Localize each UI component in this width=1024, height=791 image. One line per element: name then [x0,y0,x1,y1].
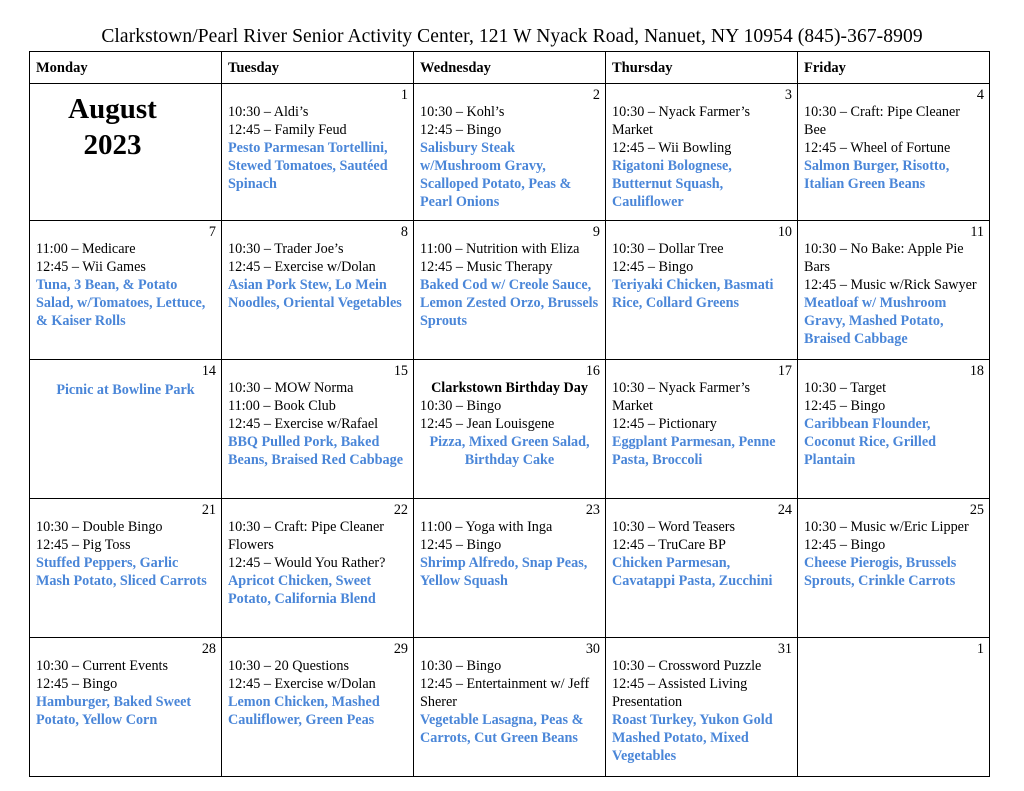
page-title: Clarkstown/Pearl River Senior Activity Center, 121 W Nyack Road, Nanuet, NY 10954 (845)-367-8909 [101,26,923,47]
activity-item: 11:00 – Yoga with Inga [420,519,553,535]
day-cell [222,499,414,638]
lunch-menu: Rigatoni Bolognese, Butternut Squash, Cauliflower [612,158,732,210]
activity-item: 12:45 – Music Therapy [420,259,553,275]
day-number: 11 [970,224,984,240]
lunch-menu: Lemon Chicken, Mashed Cauliflower, Green Peas [228,694,380,728]
lunch-menu: Cheese Pierogis, Brussels Sprouts, Crinkle Carrots [804,555,957,589]
special-event-menu: Picnic at Bowline Park [56,382,195,398]
day-cell [414,499,606,638]
day-number: 30 [585,641,600,657]
week-row [30,638,990,777]
activity-item: 10:30 – Kohl’s [420,104,505,120]
activity-item: 12:45 – Bingo [804,398,886,414]
lunch-menu: Tuna, 3 Bean, & Potato Salad, w/Tomatoes, Lettuce, & Kaiser Rolls [36,277,206,329]
month-title [36,84,215,163]
activity-item: 10:30 – Double Bingo [36,519,163,535]
weekday-header: Friday [798,52,990,84]
day-number: 4 [976,87,984,103]
activity-item: 12:45 – Bingo [420,537,502,553]
day-number: 31 [777,641,792,657]
lunch-menu: Chicken Parmesan, Cavatappi Pasta, Zucchini [612,555,773,589]
lunch-menu: Caribbean Flounder, Coconut Rice, Grilled Plantain [804,416,937,468]
weekday-header: Monday [30,52,222,84]
day-number: 1 [400,87,408,103]
calendar-table [29,51,990,777]
activity-item: 10:30 – Craft: Pipe Cleaner Bee [804,104,961,138]
day-cell [414,360,606,499]
activity-item: 10:30 – Craft: Pipe Cleaner Flowers [228,519,385,553]
lunch-menu: Vegetable Lasagna, Peas & Carrots, Cut Green Beans [420,712,584,746]
lunch-menu: Roast Turkey, Yukon Gold Mashed Potato, Mixed Vegetables [612,712,773,764]
lunch-menu: Shrimp Alfredo, Snap Peas, Yellow Squash [420,555,588,589]
day-number: 7 [208,224,216,240]
activity-item: 10:30 – Word Teasers [612,519,736,535]
month-title-cell [30,84,222,221]
lunch-menu: Meatloaf w/ Mushroom Gravy, Mashed Potato, Braised Cabbage [804,295,947,347]
day-number: 17 [777,363,792,379]
day-number: 9 [592,224,600,240]
activity-item: 12:45 – Wheel of Fortune [804,140,951,156]
activity-item: 12:45 – Exercise w/Rafael [228,416,379,432]
activity-item: 12:45 – Exercise w/Dolan [228,676,376,692]
lunch-menu: Salisbury Steak w/Mushroom Gravy, Scalloped Potato, Peas & Pearl Onions [420,140,572,210]
day-cell [606,221,798,360]
day-number: 25 [969,502,984,518]
activity-item: 10:30 – Current Events [36,658,169,674]
lunch-menu: Apricot Chicken, Sweet Potato, California Blend [228,573,376,607]
day-number: 1 [976,641,984,657]
day-cell [222,360,414,499]
activity-item: 10:30 – Music w/Eric Lipper [804,519,969,535]
activity-item: 10:30 – Aldi’s [228,104,309,120]
day-cell [30,221,222,360]
day-number: 14 [201,363,216,379]
day-number: 15 [393,363,408,379]
activity-item: 12:45 – Bingo [804,537,886,553]
day-number: 3 [784,87,792,103]
lunch-menu: Pizza, Mixed Green Salad, Birthday Cake [429,434,590,468]
day-cell [798,499,990,638]
lunch-menu: Eggplant Parmesan, Penne Pasta, Broccoli [612,434,776,468]
day-number: 8 [400,224,408,240]
day-number: 23 [585,502,600,518]
month-year: 2023 [83,129,142,161]
day-cell [606,84,798,221]
day-number: 21 [201,502,216,518]
lunch-menu: Teriyaki Chicken, Basmati Rice, Collard Greens [612,277,774,311]
activity-item: 12:45 – Exercise w/Dolan [228,259,376,275]
day-number: 10 [777,224,792,240]
activity-item: 10:30 – Trader Joe’s [228,241,344,257]
activity-item: 12:45 – Family Feud [228,122,347,138]
lunch-menu: Hamburger, Baked Sweet Potato, Yellow Corn [36,694,192,728]
weekday-header: Tuesday [222,52,414,84]
day-cell [798,360,990,499]
day-number: 22 [393,502,408,518]
lunch-menu: BBQ Pulled Pork, Baked Beans, Braised Red Cabbage [228,434,403,468]
lunch-menu: Stuffed Peppers, Garlic Mash Potato, Sliced Carrots [36,555,207,589]
activity-item: 12:45 – Music w/Rick Sawyer [804,277,977,293]
day-cell [798,638,990,777]
activity-item: 12:45 – Jean Louisgene [420,416,555,432]
day-cell [798,84,990,221]
week-row [30,221,990,360]
activity-item: 10:30 – Bingo [420,398,502,414]
day-cell [222,638,414,777]
day-cell [414,221,606,360]
lunch-menu: Salmon Burger, Risotto, Italian Green Beans [804,158,950,192]
activity-item: 10:30 – Dollar Tree [612,241,724,257]
activity-item: 12:45 – Assisted Living Presentation [612,676,748,710]
activity-item: 10:30 – Nyack Farmer’s Market [612,380,751,414]
week-row [30,360,990,499]
day-number: 24 [777,502,792,518]
weekday-header: Thursday [606,52,798,84]
activity-item: 12:45 – Wii Games [36,259,146,275]
activity-item: 12:45 – Wii Bowling [612,140,732,156]
activity-item: 12:45 – Bingo [612,259,694,275]
activity-item: 10:30 – 20 Questions [228,658,349,674]
activity-item: 11:00 – Book Club [228,398,336,414]
day-number: 16 [585,363,600,379]
day-cell [30,360,222,499]
week-row [30,499,990,638]
activity-item: 10:30 – No Bake: Apple Pie Bars [804,241,964,275]
day-cell [222,84,414,221]
day-number: 28 [201,641,216,657]
day-cell [606,499,798,638]
lunch-menu: Asian Pork Stew, Lo Mein Noodles, Oriental Vegetables [228,277,402,311]
day-cell [414,638,606,777]
activity-item: 12:45 – Entertainment w/ Jeff Sherer [420,676,590,710]
day-number: 18 [969,363,984,379]
activity-item: 12:45 – TruCare BP [612,537,726,553]
activity-item: 10:30 – Bingo [420,658,502,674]
activity-item: 12:45 – Bingo [36,676,118,692]
activity-item: 10:30 – Nyack Farmer’s Market [612,104,751,138]
day-cell [30,638,222,777]
activity-item: 10:30 – MOW Norma [228,380,354,396]
weekday-header: Wednesday [414,52,606,84]
day-cell [222,221,414,360]
activity-item: 12:45 – Bingo [420,122,502,138]
weekday-header-row [30,52,990,84]
day-cell [606,360,798,499]
activity-item: 10:30 – Target [804,380,887,396]
activity-item: 12:45 – Pig Toss [36,537,131,553]
day-cell [606,638,798,777]
activity-item: 10:30 – Crossword Puzzle [612,658,762,674]
week-row [30,84,990,221]
special-event: Clarkstown Birthday Day [431,380,588,396]
month-name: August [68,93,157,125]
day-number: 2 [592,87,600,103]
lunch-menu: Pesto Parmesan Tortellini, Stewed Tomatoes, Sautéed Spinach [228,140,388,192]
activity-item: 12:45 – Pictionary [612,416,717,432]
day-cell [414,84,606,221]
activity-item: 12:45 – Would You Rather? [228,555,386,571]
activity-item: 11:00 – Nutrition with Eliza [420,241,580,257]
activity-item: 11:00 – Medicare [36,241,136,257]
day-cell [798,221,990,360]
day-cell [30,499,222,638]
lunch-menu: Baked Cod w/ Creole Sauce, Lemon Zested Orzo, Brussels Sprouts [420,277,599,329]
day-number: 29 [393,641,408,657]
